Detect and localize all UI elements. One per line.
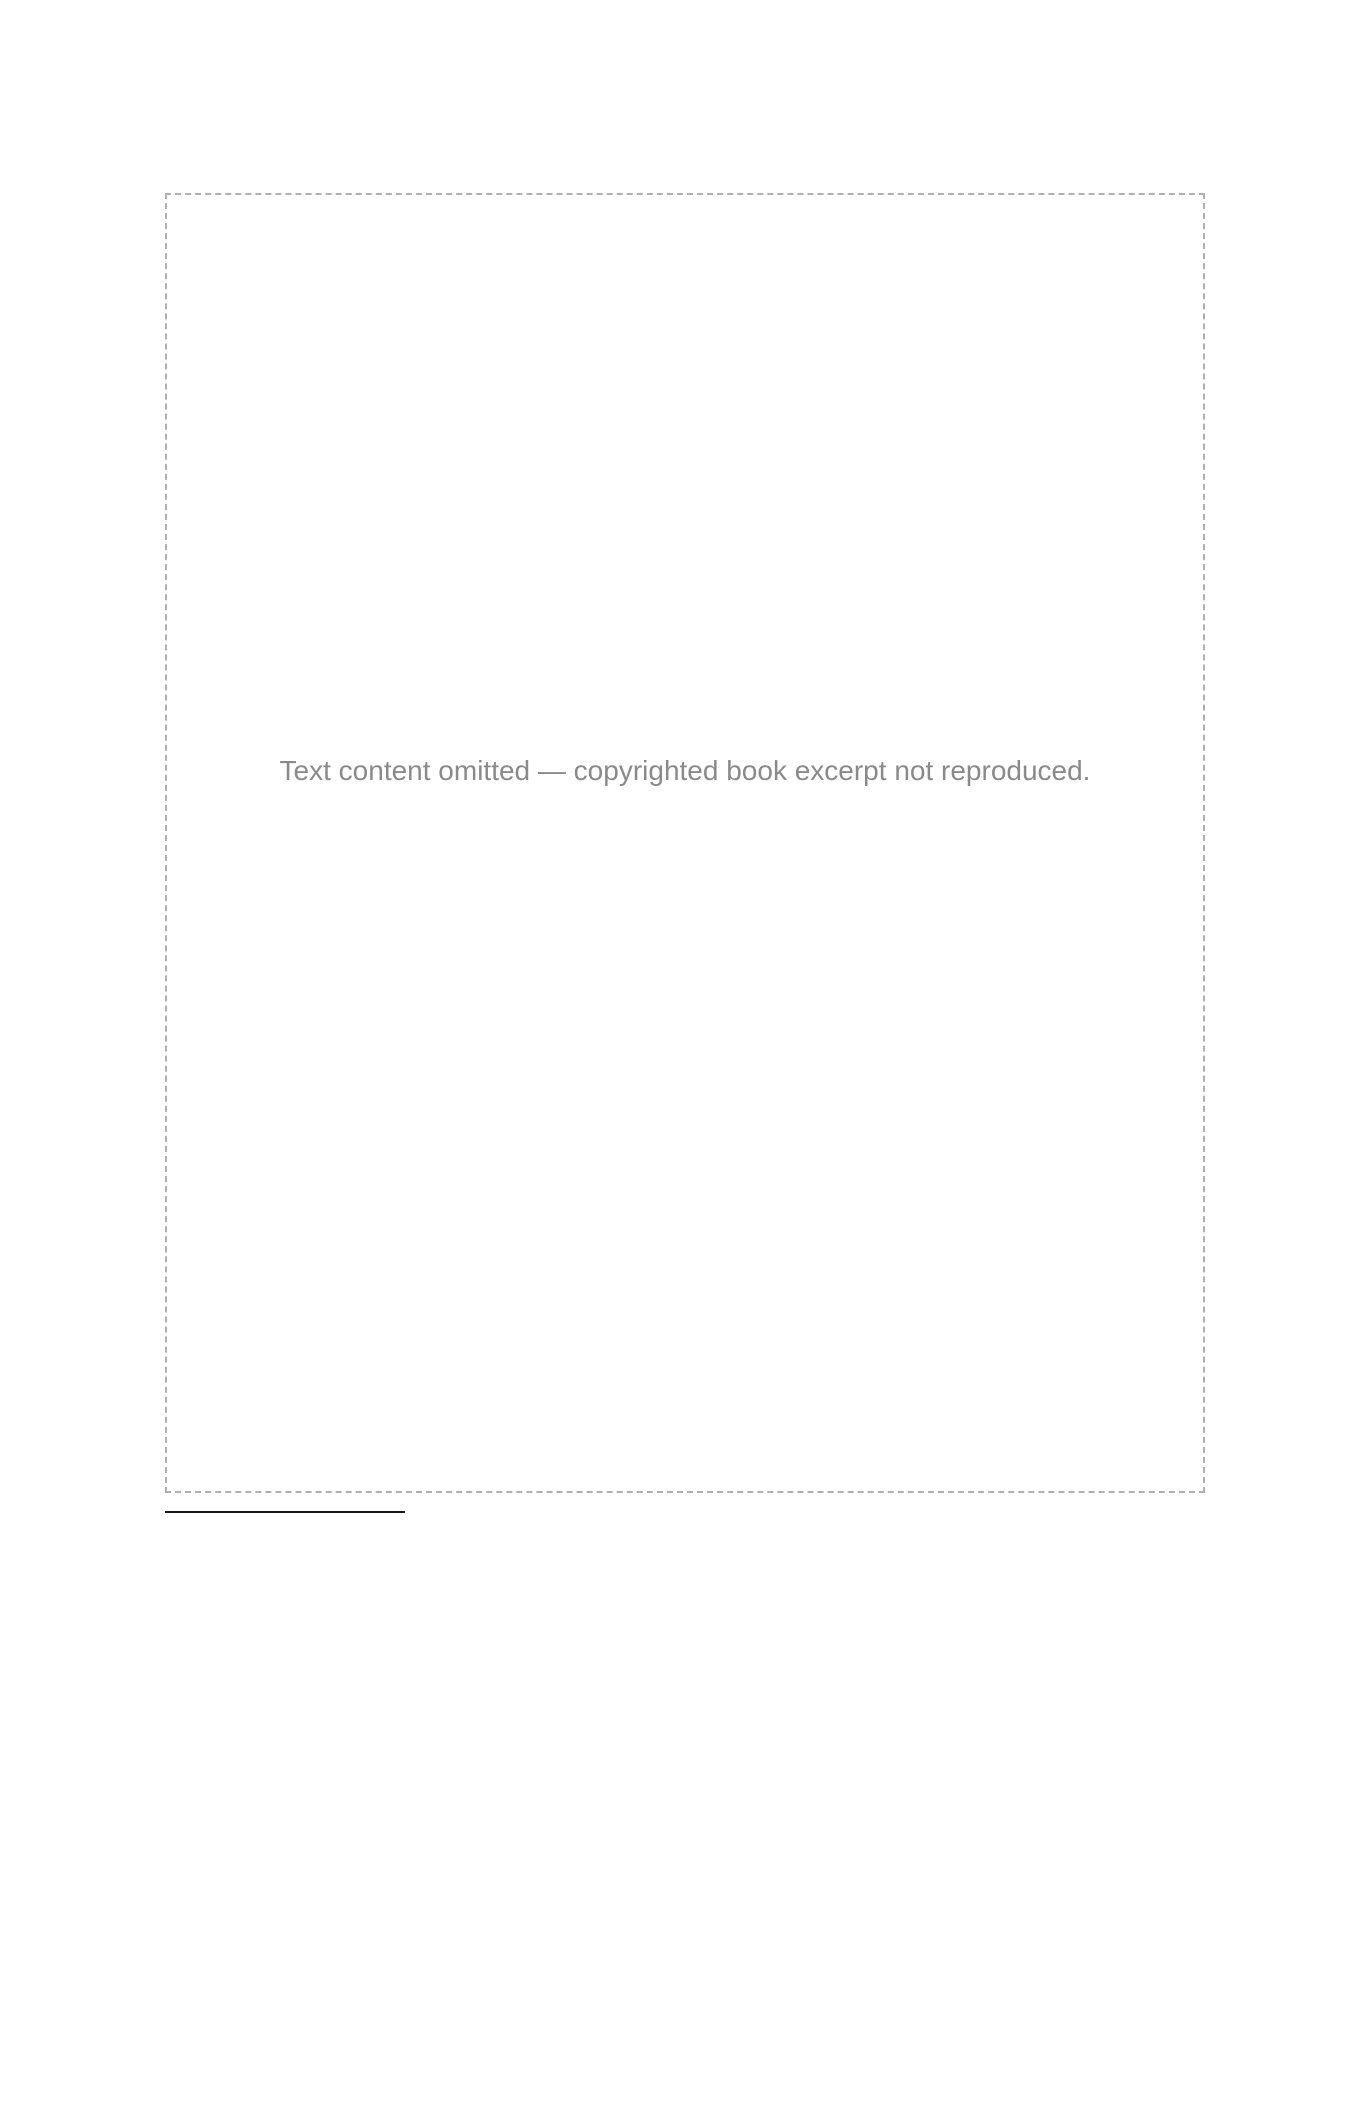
book-page xyxy=(165,145,1205,1527)
body-text xyxy=(165,193,1205,1493)
footnote-rule xyxy=(165,1511,405,1513)
body-text-placeholder: Text content omitted — copyrighted book excerpt not reproduced. xyxy=(165,193,1205,1493)
